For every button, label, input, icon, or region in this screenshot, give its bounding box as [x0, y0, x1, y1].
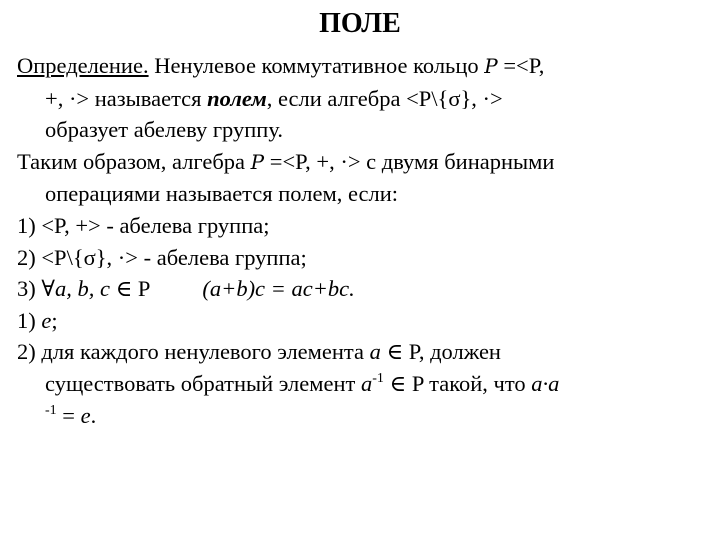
subcondition-2-text-1a: 2) для каждого ненулевого элемента [17, 339, 370, 365]
subcondition-2 [17, 336, 707, 431]
slide-title: ПОЛЕ [319, 8, 401, 39]
definition-text-1: Ненулевое коммутативное кольцо [148, 53, 485, 78]
definition-paragraph [17, 50, 707, 146]
script-p-symbol-2: P [250, 149, 265, 174]
script-p-symbol: P [484, 54, 498, 78]
definition-text-2a: +, ·> называется [45, 85, 208, 111]
condition-1: 1) <P, +> - абелева группа; [17, 212, 270, 238]
subcondition-1-num: 1) [17, 307, 42, 333]
element-a: a [369, 339, 381, 365]
thus-text-1b: =<P, +, ·> с двумя бинарными [264, 148, 555, 174]
subcondition-2-text-2b: ∈ P такой, что [383, 370, 532, 396]
final-dot: . [90, 402, 97, 428]
subcondition-2-text-2a: существовать обратный элемент [45, 370, 361, 396]
subcondition-1-end: ; [51, 307, 58, 333]
distributive-formula: (a+b)c = ac+bc. [202, 276, 355, 302]
inverse-exponent: -1 [372, 370, 384, 386]
product-a-a: a·a [531, 370, 560, 396]
forall-symbol: ∀ [41, 276, 55, 302]
thus-text-2: операциями называется полем, если: [45, 181, 399, 207]
definition-text-3: образует абелеву группу. [45, 117, 283, 143]
field-term: полем [207, 85, 267, 111]
inverse-exponent-2: -1 [45, 402, 57, 418]
identity-e: e [41, 307, 52, 333]
subcondition-2-text-1b: ∈ P, должен [380, 339, 501, 365]
condition-3-in: ∈ P [109, 276, 151, 302]
element-a-inverse: a [361, 370, 373, 396]
condition-2: 2) <P\{σ}, ·> - абелева группа; [17, 244, 307, 270]
condition-3 [17, 273, 707, 305]
thus-paragraph [17, 146, 707, 210]
equals-sign: = [56, 402, 81, 428]
condition-3-num: 3) [17, 276, 42, 302]
slide-body [17, 50, 707, 431]
definition-text-2b: , если алгебра <P\{σ}, ·> [266, 85, 503, 111]
condition-3-vars: a, b, c [54, 276, 110, 302]
identity-e-2: e [80, 402, 91, 428]
subcondition-1 [17, 305, 707, 337]
definition-label: Определение. [17, 53, 149, 78]
thus-text-1a: Таким образом, алгебра [17, 148, 251, 174]
definition-text-1b: =<P, [497, 53, 545, 78]
